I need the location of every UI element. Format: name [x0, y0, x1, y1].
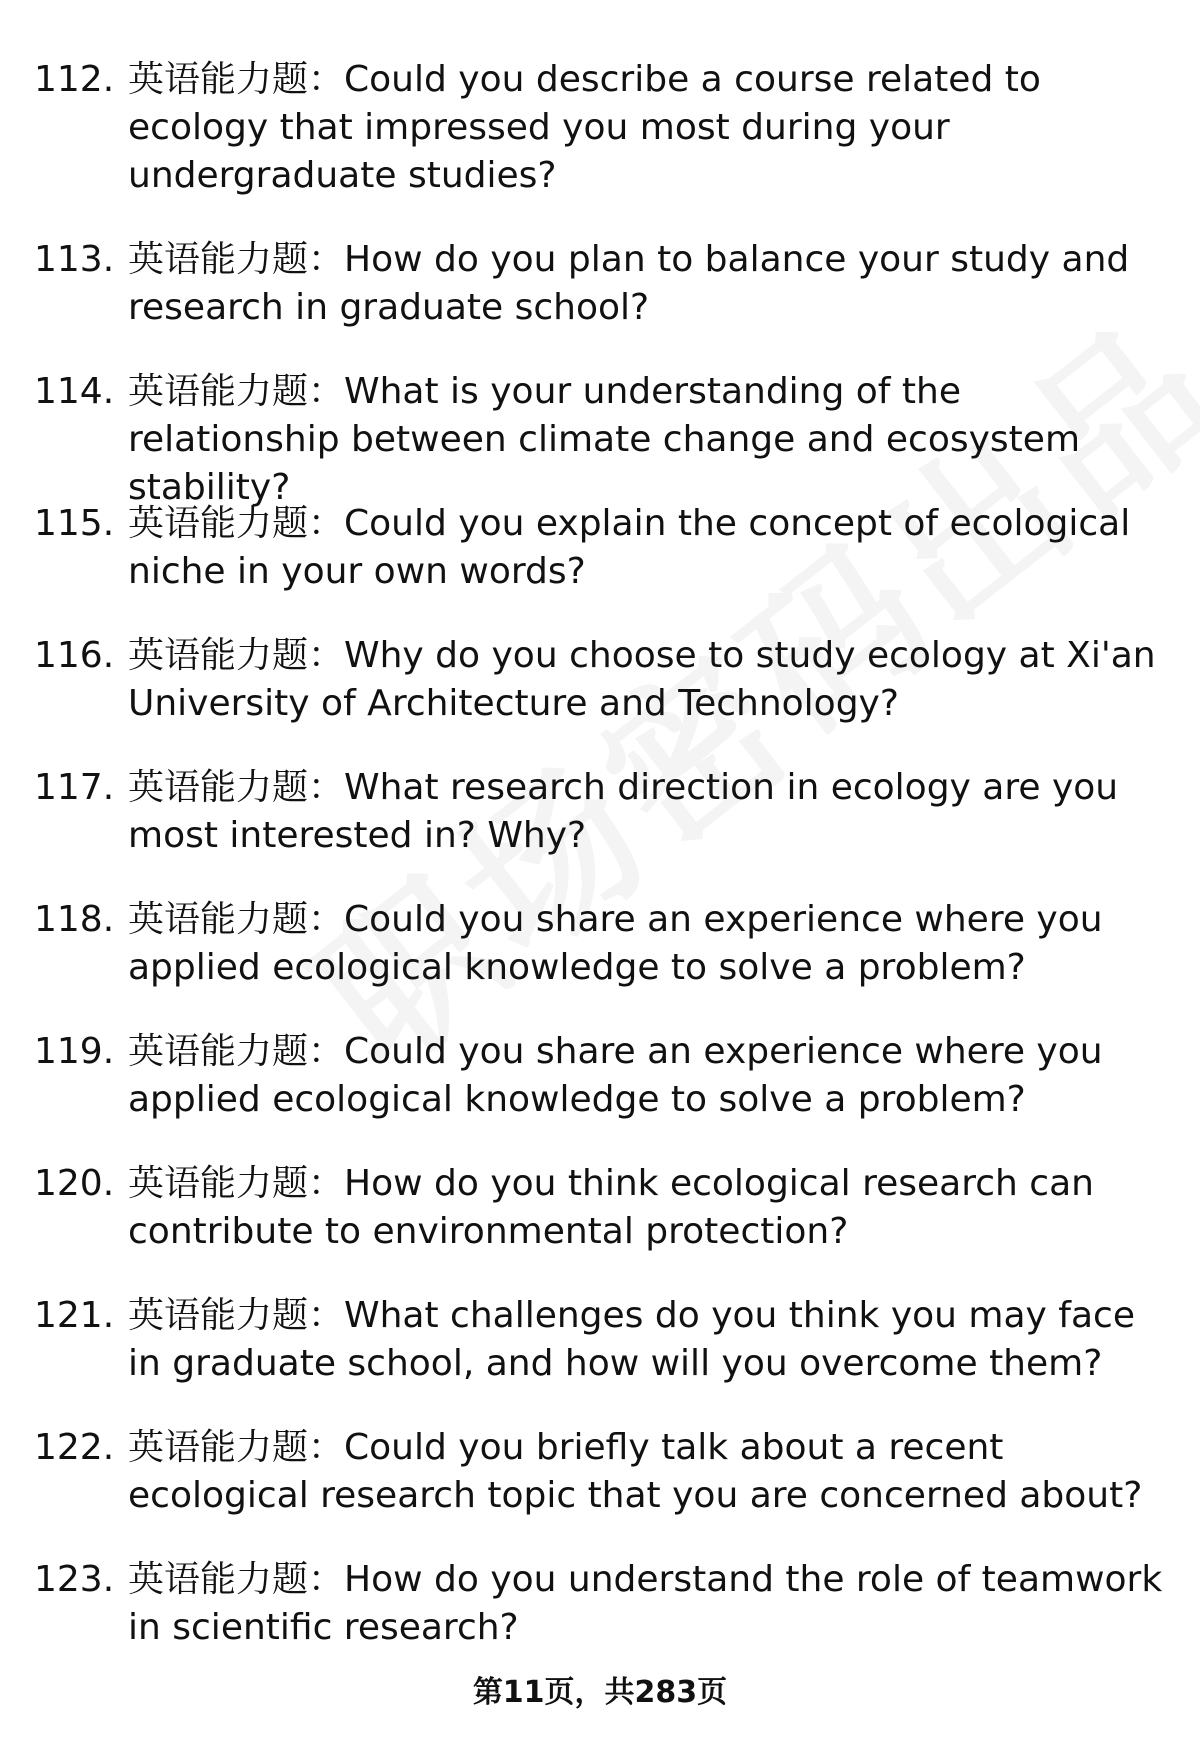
- question-body: [128, 1160, 1178, 1256]
- question-number: 117.: [34, 767, 115, 808]
- question-body: [128, 1556, 1178, 1652]
- question-text: What challenges do you think you may face in graduate school, and how will you overcome them?: [128, 1295, 1135, 1384]
- question-text: Could you briefly talk about a recent ecological research topic that you are concerned about?: [128, 1427, 1143, 1516]
- question-item: [0, 236, 1200, 368]
- question-body: [128, 1424, 1178, 1520]
- question-item: [0, 56, 1200, 236]
- question-tag: 英语能力题：: [128, 239, 345, 280]
- question-tag: 英语能力题：: [128, 899, 345, 940]
- question-item: [0, 368, 1200, 508]
- question-number: 123.: [34, 1559, 115, 1600]
- question-item: [0, 1292, 1200, 1424]
- question-number: 114.: [34, 371, 115, 412]
- question-number: 122.: [34, 1427, 115, 1468]
- question-body: [128, 1028, 1178, 1124]
- question-number: 120.: [34, 1163, 115, 1204]
- question-tag: 英语能力题：: [128, 767, 345, 808]
- question-text: How do you understand the role of teamwork in scientific research?: [128, 1559, 1163, 1648]
- question-tag: 英语能力题：: [128, 371, 345, 412]
- question-list: [0, 56, 1200, 1688]
- question-number: 118.: [34, 899, 115, 940]
- question-item: [0, 1028, 1200, 1160]
- question-item: [0, 896, 1200, 1028]
- question-text: Could you describe a course related to ecology that impressed you most during your undergraduate studies?: [128, 59, 1041, 196]
- question-text: How do you think ecological research can contribute to environmental protection?: [128, 1163, 1094, 1252]
- question-body: [128, 368, 1178, 512]
- question-body: [128, 632, 1178, 728]
- page-number-footer: 第11页，共283页: [472, 1675, 728, 1710]
- question-number: 113.: [34, 239, 115, 280]
- question-tag: 英语能力题：: [128, 1559, 345, 1600]
- question-number: 112.: [34, 59, 115, 100]
- question-text: Could you share an experience where you applied ecological knowledge to solve a problem?: [128, 899, 1103, 988]
- question-number: 119.: [34, 1031, 115, 1072]
- question-number: 116.: [34, 635, 115, 676]
- question-body: [128, 236, 1178, 332]
- question-item: [0, 1556, 1200, 1688]
- question-body: [128, 764, 1178, 860]
- question-text: Could you explain the concept of ecological niche in your own words?: [128, 503, 1131, 592]
- question-body: [128, 56, 1178, 200]
- question-tag: 英语能力题：: [128, 1427, 345, 1468]
- question-body: [128, 1292, 1178, 1388]
- question-item: [0, 500, 1200, 632]
- question-item: [0, 1424, 1200, 1556]
- question-tag: 英语能力题：: [128, 1163, 345, 1204]
- question-item: [0, 764, 1200, 896]
- question-text: What research direction in ecology are you most interested in? Why?: [128, 767, 1119, 856]
- question-text: Why do you choose to study ecology at Xi'an University of Architecture and Technology?: [128, 635, 1156, 724]
- question-tag: 英语能力题：: [128, 503, 345, 544]
- question-item: [0, 1160, 1200, 1292]
- question-text: Could you share an experience where you applied ecological knowledge to solve a problem?: [128, 1031, 1103, 1120]
- question-text: What is your understanding of the relationship between climate change and ecosystem stability?: [128, 371, 1081, 508]
- question-tag: 英语能力题：: [128, 1295, 345, 1336]
- question-tag: 英语能力题：: [128, 635, 345, 676]
- question-tag: 英语能力题：: [128, 59, 345, 100]
- question-number: 115.: [34, 503, 115, 544]
- question-item: [0, 632, 1200, 764]
- question-number: 121.: [34, 1295, 115, 1336]
- question-body: [128, 896, 1178, 992]
- question-text: How do you plan to balance your study and research in graduate school?: [128, 239, 1130, 328]
- question-body: [128, 500, 1178, 596]
- question-tag: 英语能力题：: [128, 1031, 345, 1072]
